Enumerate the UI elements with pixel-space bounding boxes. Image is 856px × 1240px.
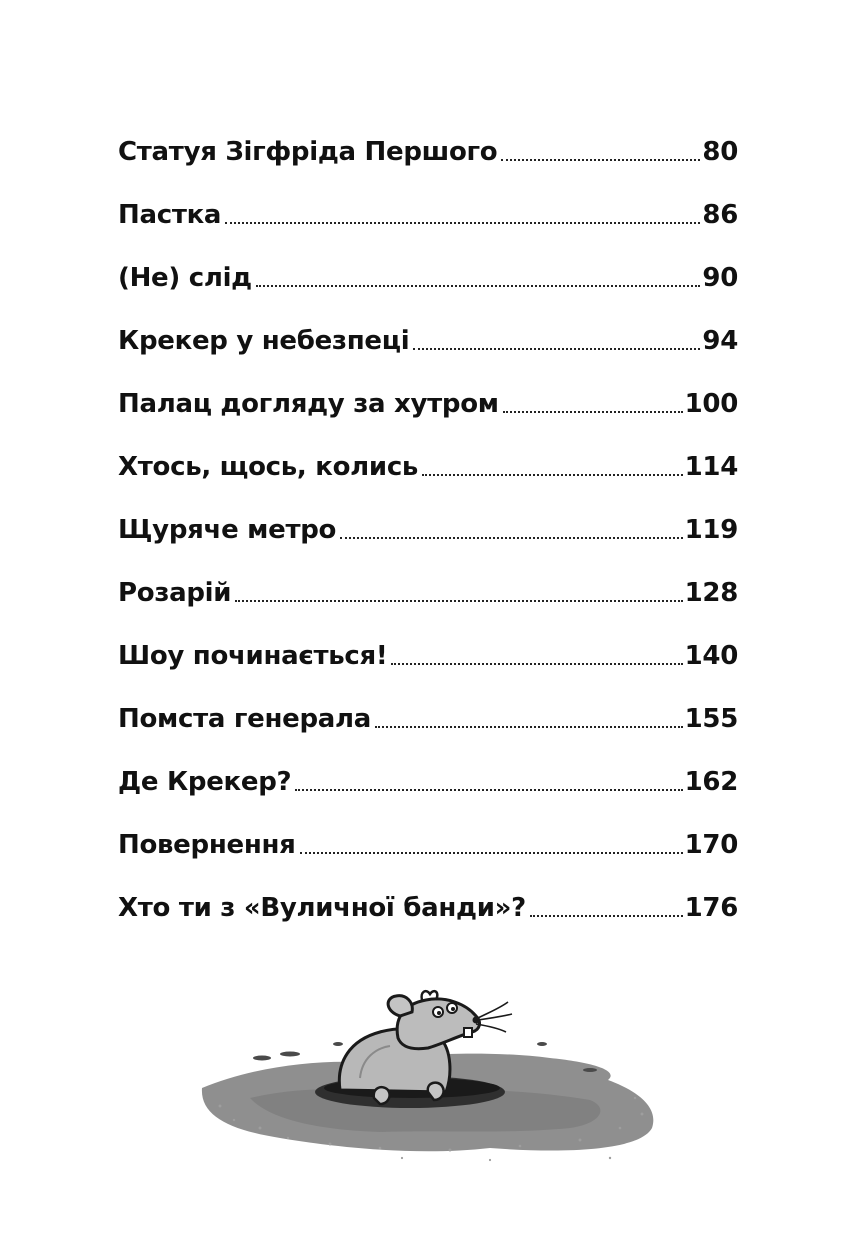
toc-dot-leader (340, 536, 683, 539)
toc-entry[interactable] (118, 866, 738, 929)
toc-dot-leader (413, 347, 700, 350)
toc-entry[interactable] (118, 299, 738, 362)
toc-entry-page: 176 (684, 893, 738, 923)
toc-entry-page: 140 (684, 641, 738, 671)
toc-entry-title: Пастка (118, 200, 222, 230)
toc-entry-title: Статуя Зігфріда Першого (118, 137, 498, 167)
toc-entry-page: 80 (702, 137, 738, 167)
toc-entry-title: Повернення (118, 830, 296, 860)
toc-entry-page: 162 (684, 767, 738, 797)
rat-teeth (464, 1028, 472, 1037)
toc-entry-page: 128 (684, 578, 738, 608)
toc-entry-page: 119 (684, 515, 738, 545)
toc-dot-leader (503, 410, 683, 413)
toc-entry-title: Палац догляду за хутром (118, 389, 499, 419)
toc-dot-leader (375, 725, 683, 728)
toc-entry-page: 114 (684, 452, 738, 482)
toc-dot-leader (235, 599, 682, 602)
toc-entry-title: (Не) слід (118, 263, 252, 293)
toc-entry-page: 170 (684, 830, 738, 860)
toc-entry[interactable] (118, 173, 738, 236)
toc-entry[interactable] (118, 110, 738, 173)
toc-entry-title: Щуряче метро (118, 515, 337, 545)
rat-ear-shape (388, 996, 412, 1016)
toc-entry[interactable] (118, 425, 738, 488)
toc-dot-leader (501, 158, 700, 161)
toc-entry-page: 86 (702, 200, 738, 230)
toc-dot-leader (391, 662, 682, 665)
toc-entry-title: Розарій (118, 578, 232, 608)
toc-dot-leader (422, 473, 683, 476)
toc-entry[interactable] (118, 362, 738, 425)
toc-entry[interactable] (118, 614, 738, 677)
rat-paw-left (374, 1087, 390, 1104)
toc-entry-page: 90 (702, 263, 738, 293)
toc-entry-title: Шоу починається! (118, 641, 388, 671)
toc-entry[interactable] (118, 488, 738, 551)
rat-in-hole-icon (190, 988, 670, 1168)
toc-dot-leader (225, 221, 700, 224)
toc-dot-leader (300, 851, 683, 854)
toc-entry-title: Хтось, щось, колись (118, 452, 419, 482)
toc-entry[interactable] (118, 236, 738, 299)
toc-dot-leader (256, 284, 701, 287)
toc-entry-title: Помста генерала (118, 704, 372, 734)
toc-entry-page: 100 (684, 389, 738, 419)
rat-whiskers (476, 1002, 512, 1032)
toc-entry[interactable] (118, 551, 738, 614)
toc-entry-page: 94 (702, 326, 738, 356)
table-of-contents (118, 110, 738, 929)
toc-dot-leader (530, 914, 683, 917)
toc-dot-leader (295, 788, 682, 791)
toc-entry-title: Де Крекер? (118, 767, 292, 797)
toc-entry[interactable] (118, 677, 738, 740)
toc-entry-title: Хто ти з «Вуличної банди»? (118, 893, 526, 923)
toc-entry[interactable] (118, 803, 738, 866)
toc-entry[interactable] (118, 740, 738, 803)
toc-entry-title: Крекер у небезпеці (118, 326, 410, 356)
toc-entry-page: 155 (684, 704, 738, 734)
